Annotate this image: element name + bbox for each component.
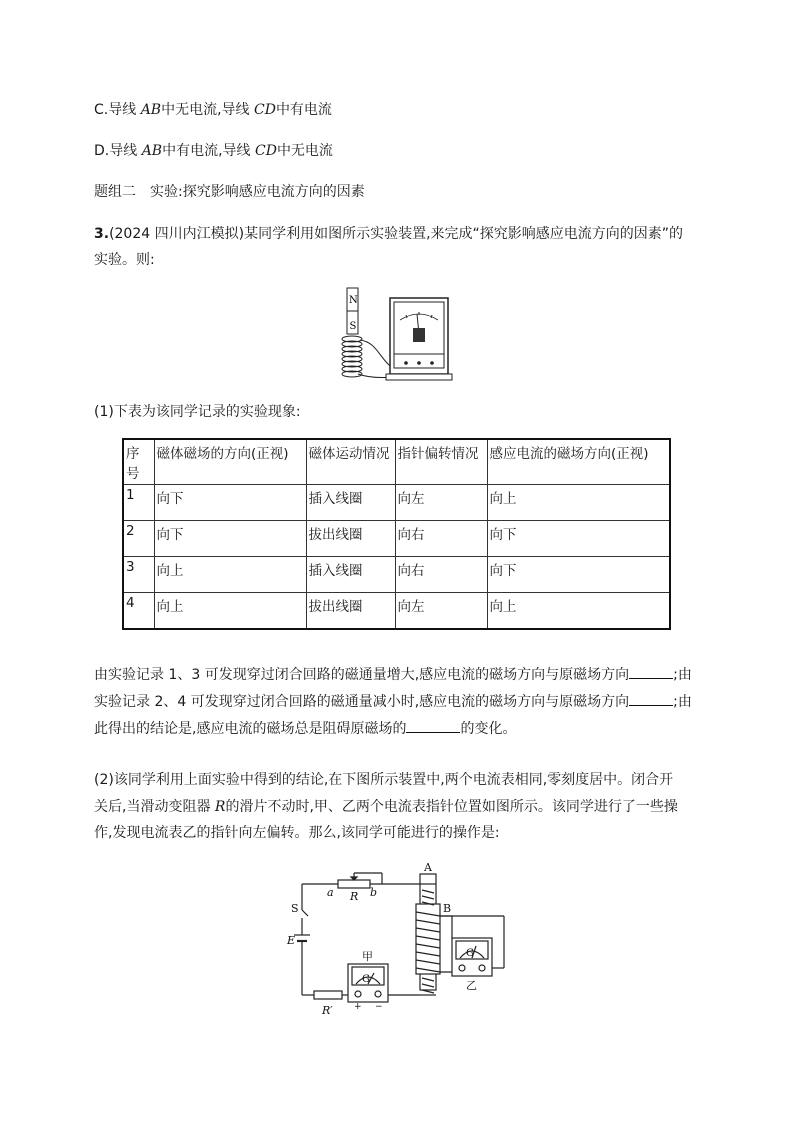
label-switch-s: S [291,902,299,915]
table-cell: 向右 [395,521,487,557]
question-line-2: 实验。则: [94,252,155,268]
magnet-s-label: S [349,321,357,332]
header-cell: 感应电流的磁场方向(正视) [487,439,670,485]
conclusion-line-1 [94,664,692,685]
option-c-mid: 中无电流,导线 [161,102,254,118]
header-cell: 序号 [123,439,154,485]
figure-magnet-coil-apparatus [330,284,460,388]
label-g-yi: G [466,948,474,959]
option-d [94,141,333,161]
option-c-prefix: C.导线 [94,102,141,118]
label-b: b [370,886,378,899]
label-g-jia: G [362,974,370,985]
table-cell: 向左 [395,593,487,629]
table-cell: 4 [123,593,154,629]
table-row [123,521,670,557]
conclusion-text: 由实验记录 1、3 可发现穿过闭合回路的磁通量增大,感应电流的磁场方向与原磁场方向 [94,667,630,683]
wire-ab-label: AB [141,143,163,159]
table-cell: 2 [123,521,154,557]
table-cell: 拔出线圈 [306,593,395,629]
table-cell: 向左 [395,485,487,521]
table-row [123,485,670,521]
table-cell: 向下 [487,521,670,557]
wire-cd-label: CD [254,102,276,118]
question-number: 3. [94,226,110,242]
figure-circuit [280,860,530,1020]
option-d-mid: 中有电流,导线 [162,143,255,159]
answer-blank[interactable] [406,718,460,733]
part2-text: 的滑片不动时,甲、乙两个电流表指针位置如图所示。该同学进行了一些操 [225,799,678,815]
coil [342,336,362,377]
option-d-suffix: 中无电流 [276,143,333,159]
question-source: (2024 四川内江模拟) [109,226,245,242]
resistor-r-prime [314,991,342,999]
option-c [94,100,332,120]
label-coil-a: A [424,861,432,874]
part2-line-2 [94,797,678,817]
magnet-n-label: N [349,295,358,306]
table-cell: 3 [123,557,154,593]
record-table [122,438,671,630]
table-cell: 插入线圈 [306,485,395,521]
table-cell: 向上 [154,557,306,593]
table-cell: 向下 [154,485,306,521]
conclusion-text: ;由 [673,667,692,683]
part1-intro: (1)下表为该同学记录的实验现象: [94,404,301,420]
conclusion-text: 实验记录 2、4 可发现穿过闭合回路的磁通量减小时,感应电流的磁场方向与原磁场方向 [94,694,630,710]
answer-blank[interactable] [629,691,673,706]
label-yi: 乙 [466,979,477,992]
label-minus: − [375,1002,383,1012]
part2-line-1: (2)该同学利用上面实验中得到的结论,在下图所示装置中,两个电流表相同,零刻度居中。闭合开 [94,772,674,788]
header-cell: 磁体运动情况 [306,439,395,485]
table-cell: 向下 [487,557,670,593]
rheostat-symbol: R [214,799,226,815]
conclusion-line-2 [94,691,692,712]
header-cell: 磁体磁场的方向(正视) [154,439,306,485]
table-cell: 向上 [154,593,306,629]
galvanometer [386,298,452,380]
label-jia: 甲 [362,950,373,963]
conclusion-text: 此得出的结论是,感应电流的磁场总是阻碍原磁场的 [94,721,407,737]
label-r-prime: R′ [322,1004,333,1017]
section-title: 题组二 实验:探究影响感应电流方向的因素 [94,184,365,200]
table-row [123,593,670,629]
conclusion-text: ;由 [673,694,692,710]
label-a: a [327,886,334,899]
table-cell: 拔出线圈 [306,521,395,557]
switch-s [302,910,308,916]
part2-line-3: 作,发现电流表乙的指针向左偏转。那么,该同学可能进行的操作是: [94,825,500,841]
label-coil-b: B [443,902,452,915]
table-header-row [123,439,670,485]
table-cell: 1 [123,485,154,521]
label-plus: + [354,1002,362,1012]
conclusion-line-3 [94,718,516,739]
question-text: 某同学利用如图所示实验装置,来完成“探究影响感应电流方向的因素”的 [244,226,684,242]
table-row [123,557,670,593]
table-cell: 向上 [487,593,670,629]
table-cell: 向上 [487,485,670,521]
label-r: R [350,890,359,903]
option-c-suffix: 中有电流 [275,102,332,118]
table-cell: 向右 [395,557,487,593]
wire-cd-label: CD [255,143,277,159]
answer-blank[interactable] [629,664,673,679]
table-cell: 插入线圈 [306,557,395,593]
option-d-prefix: D.导线 [94,143,142,159]
header-cell: 指针偏转情况 [395,439,487,485]
part2-text: 关后,当滑动变阻器 [94,799,215,815]
conclusion-text: 的变化。 [460,721,517,737]
table-cell: 向下 [154,521,306,557]
wire-ab-label: AB [140,102,162,118]
rheostat-r [338,880,370,888]
question-line-1 [94,224,683,244]
label-battery-e: E [287,934,296,947]
